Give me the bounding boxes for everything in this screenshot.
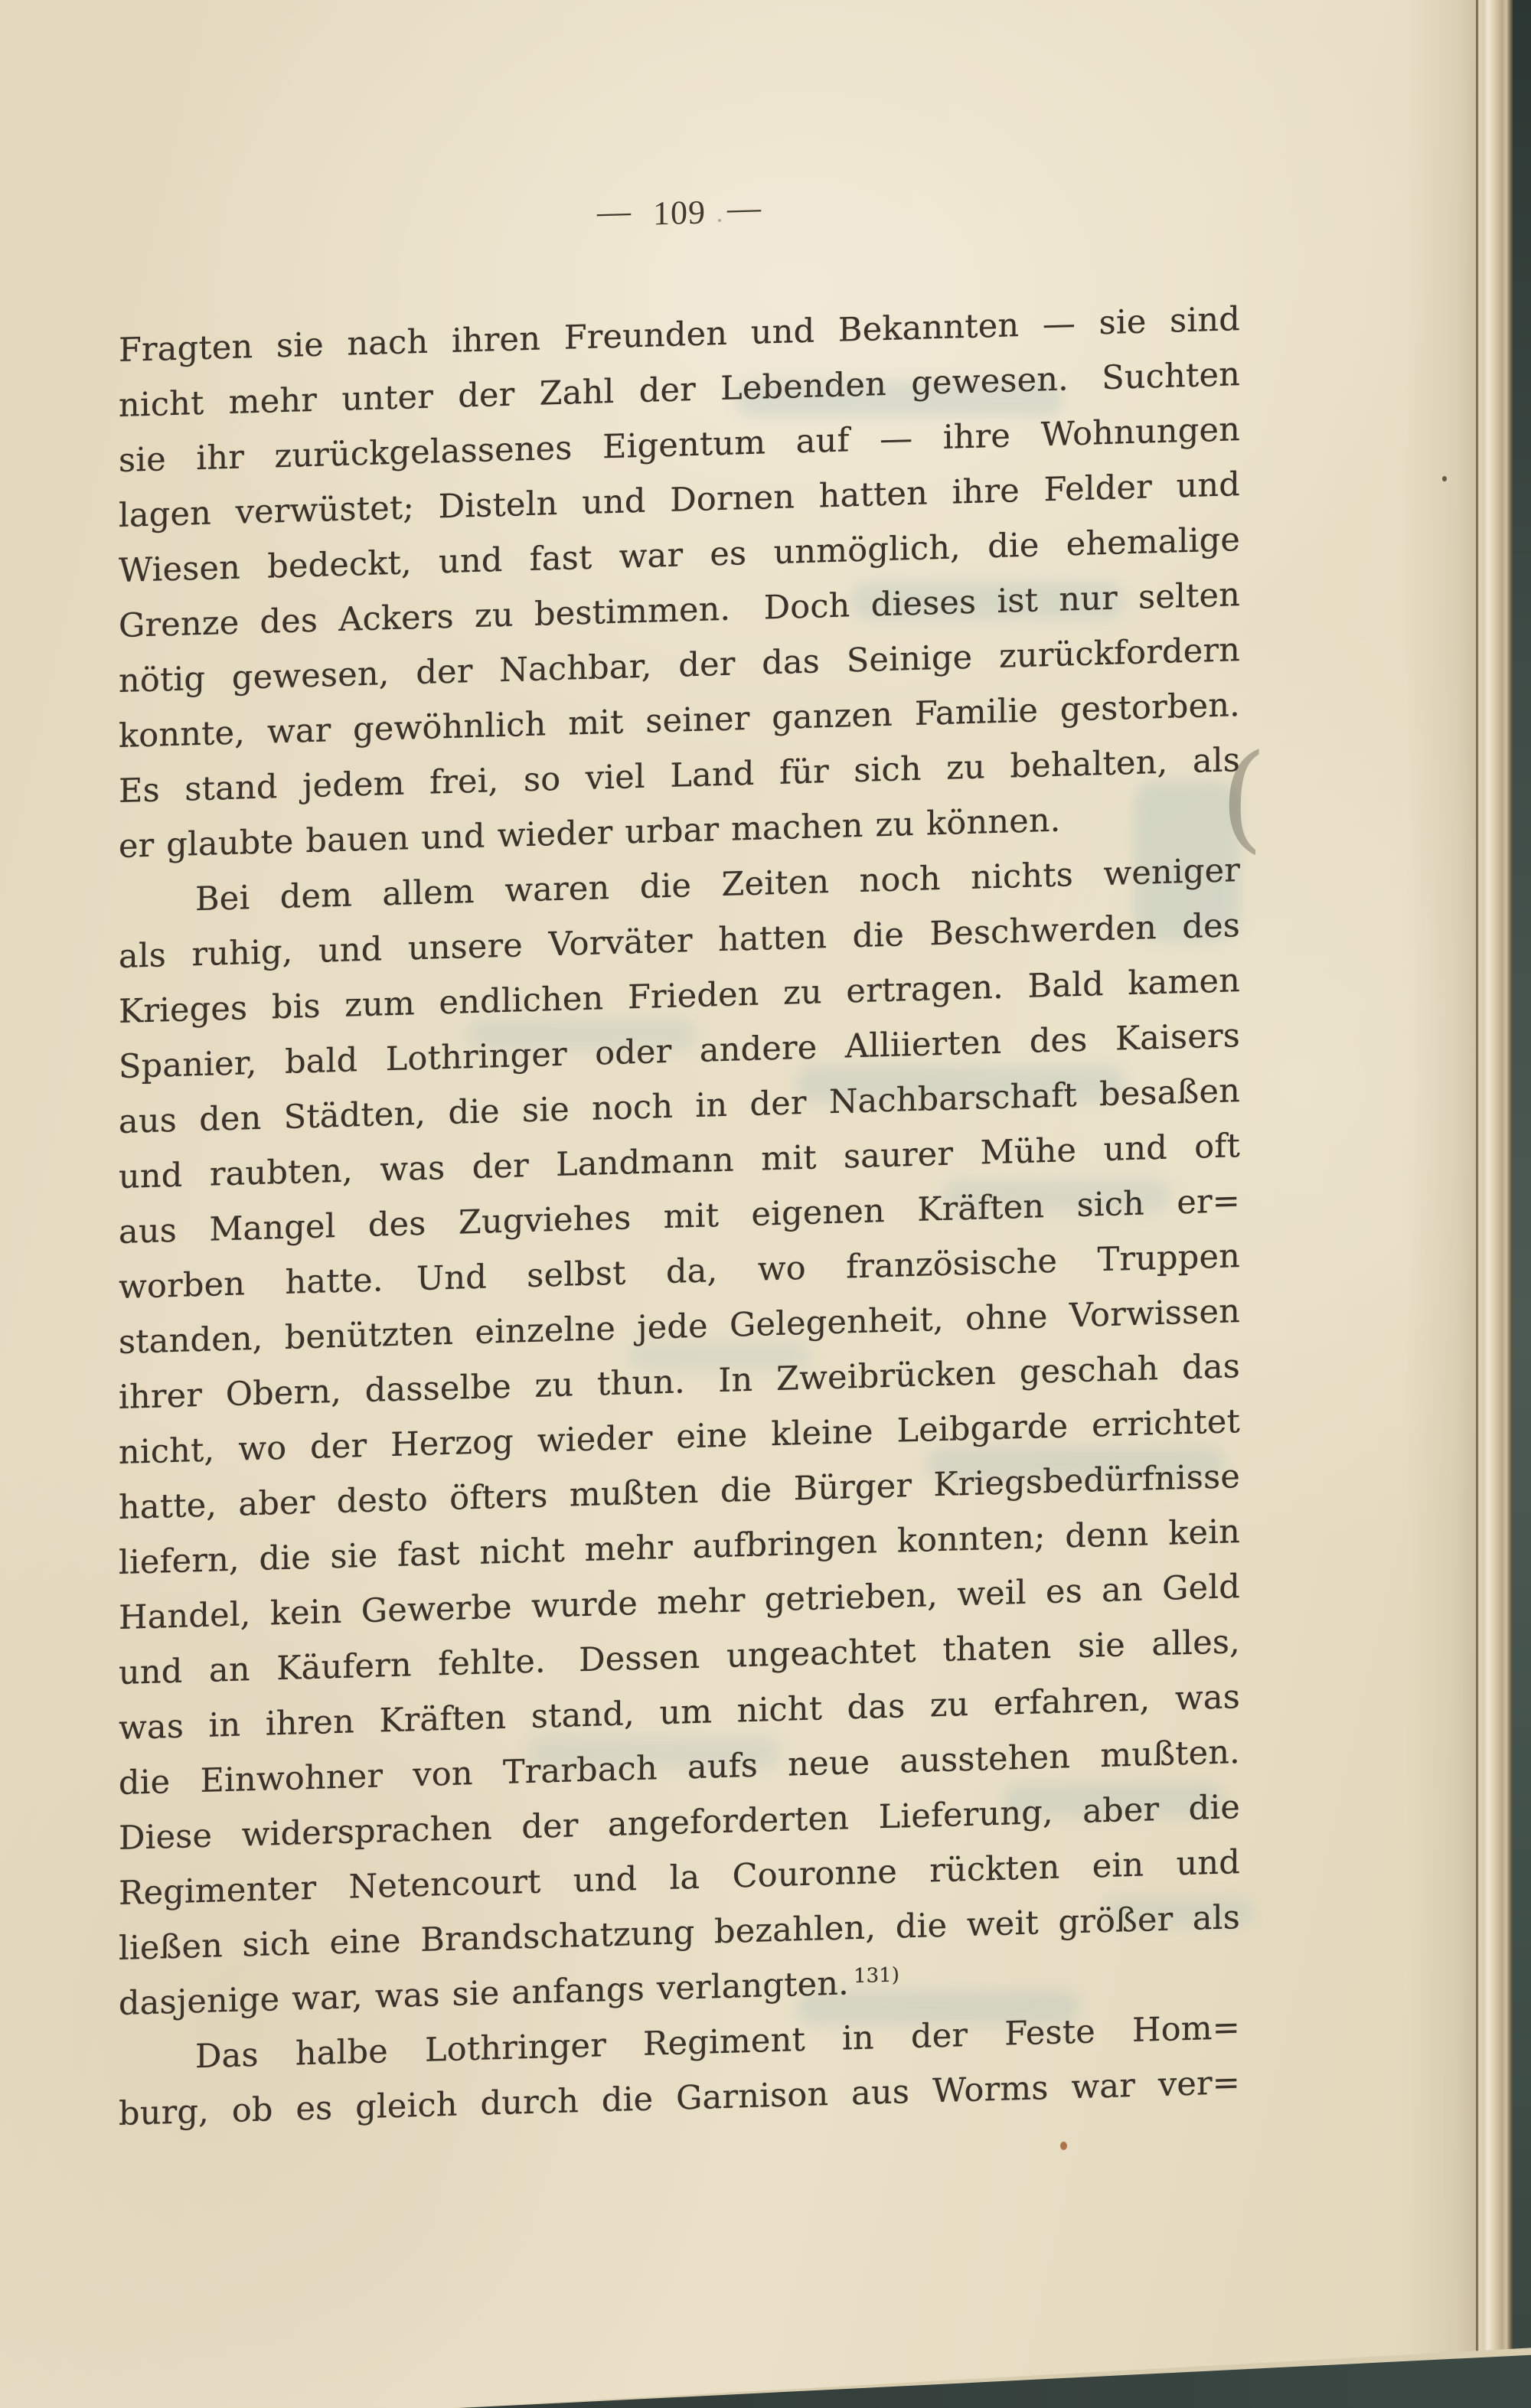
text-line: Grenze des Ackers zu bestimmen. Doch dieses ist nur selten (119, 576, 1240, 645)
text-line: Das halbe Lothringer Regiment in der Feste Hom= (195, 2008, 1240, 2077)
text-line: lagen verwüstet; Disteln und Dornen hatten ihre Felder und (119, 465, 1240, 535)
dust-speck (1442, 476, 1447, 481)
margin-pencil-mark: ( (1217, 728, 1268, 865)
text-line: ihrer Obern, dasselbe zu thun. In Zweibrücken geschah das (119, 1347, 1240, 1417)
text-line: die Einwohner von Trarbach aufs neue ausstehen mußten. (119, 1733, 1240, 1803)
text-line: worben hatte. Und selbst da, wo französische Truppen (119, 1237, 1240, 1307)
text-line: aus den Städten, die sie noch in der Nachbarschaft besaßen (119, 1072, 1240, 1141)
header-left-dash: — (597, 192, 632, 231)
text-line: Regimenter Netencourt und la Couronne rückten ein und (119, 1843, 1240, 1913)
text-line: und raubten, was der Landmann mit saurer Mühe und oft (119, 1127, 1240, 1196)
text-line: Spanier, bald Lothringer oder andere Alliierten des Kaisers (119, 1016, 1240, 1086)
text-line: hatte, aber desto öfters mußten die Bürger Kriegsbedürfnisse (119, 1457, 1240, 1527)
printed-sheet (119, 177, 1240, 2142)
text-line: was in ihren Kräften stand, um nicht das zu erfahren, was (119, 1678, 1240, 1747)
text-line: burg, ob es gleich durch die Garnison aus Worms war ver= (119, 2064, 1240, 2133)
text-line: aus Mangel des Zugviehes mit eigenen Kräften sich er= (119, 1182, 1240, 1251)
text-line: nötig gewesen, der Nachbar, der das Seinige zurückfordern (119, 631, 1240, 700)
text-line: Diese widersprachen der angeforderten Lieferung, aber die (119, 1788, 1240, 1858)
paragraph (119, 292, 1240, 874)
book-cover-right (1513, 0, 1531, 2408)
text-line: als ruhig, und unsere Vorväter hatten die Beschwerden des (119, 906, 1240, 976)
footnote-marker: 131) (854, 1963, 899, 1988)
page-number (119, 177, 1240, 250)
paragraph (119, 843, 1240, 2031)
text-line: konnte, war gewöhnlich mit seiner ganzen Familie gestorben. (119, 686, 1240, 755)
text-line: Handel, kein Gewerbe wurde mehr getrieben, weil es an Geld (119, 1568, 1240, 1637)
text-line: Fragten sie nach ihren Freunden und Bekannten — sie sind (119, 300, 1240, 370)
text-line: er glaubte bauen und wieder urbar machen zu können. (119, 801, 1061, 866)
text-line: ließen sich eine Brandschatzung bezahlen, die weit größer als (119, 1898, 1240, 1968)
text-line: standen, benützten einzelne jede Gelegenheit, ohne Vorwissen (119, 1292, 1240, 1362)
text-line: Krieges bis zum endlichen Frieden zu ertragen. Bald kamen (119, 961, 1240, 1031)
text-line: nicht, wo der Herzog wieder eine kleine Leibgarde errichtet (119, 1402, 1240, 1472)
text-line: Wiesen bedeckt, und fast war es unmöglich, die ehemalige (119, 520, 1240, 590)
text-line: Bei dem allem waren die Zeiten noch nichts weniger (195, 851, 1240, 919)
text-line: Es stand jedem frei, so viel Land für sich zu behalten, als (119, 741, 1240, 811)
page-number-value: 109 (653, 193, 706, 233)
text-block (119, 292, 1240, 2142)
page-fore-edge (1476, 0, 1514, 2408)
text-line: dasjenige war, was sie anfangs verlangten. $^{131)}$ (119, 1963, 899, 2023)
text-line: und an Käufern fehlte. Dessen ungeachtet thaten sie alles, (119, 1623, 1240, 1692)
text-line: sie ihr zurückgelassenes Eigentum auf — ihre Wohnungen (119, 410, 1240, 480)
text-line: nicht mehr unter der Zahl der Lebenden gewesen. Suchten (119, 355, 1240, 425)
foxing-speck (1060, 2142, 1067, 2150)
header-right-dash: — (727, 188, 762, 227)
dust-speck (718, 219, 721, 222)
text-line: liefern, die sie fast nicht mehr aufbringen konnten; denn kein (119, 1512, 1240, 1582)
